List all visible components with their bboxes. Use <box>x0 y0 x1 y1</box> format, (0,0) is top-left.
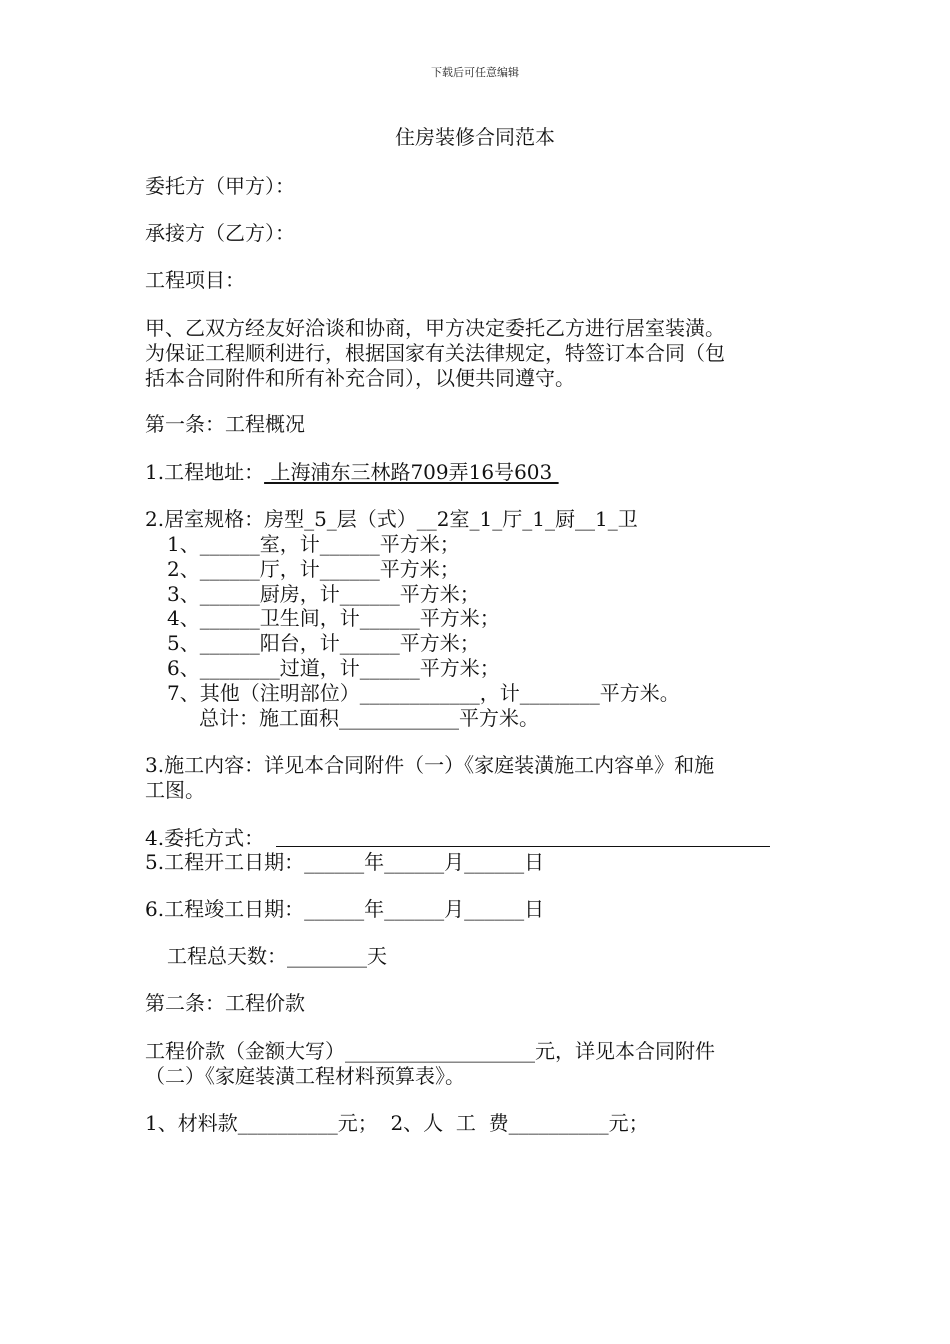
payment-items-line: 1、材料款__________元； 2、人 工 费__________元； <box>145 1111 649 1135</box>
intro-line-2: 为保证工程顺利进行，根据国家有关法律规定，特签订本合同（包 <box>145 341 725 365</box>
contractor-party-line: 承接方（乙方）： <box>145 221 295 245</box>
room-item-4: 4、______卫生间，计______平方米； <box>167 606 500 630</box>
construction-content-line-1: 3.施工内容：详见本合同附件（一）《家庭装潢施工内容单》和施 <box>145 753 715 777</box>
total-area-line: 总计：施工面积____________平方米。 <box>199 706 539 730</box>
address-line <box>145 460 559 484</box>
room-item-2: 2、______厅，计______平方米； <box>167 557 460 581</box>
room-item-6: 6、________过道，计______平方米； <box>167 656 500 680</box>
article1-heading: 第一条：工程概况 <box>145 412 305 436</box>
header-note: 下载后可任意编辑 <box>431 66 519 79</box>
document-title: 住房装修合同范本 <box>395 125 555 149</box>
room-item-1: 1、______室，计______平方米； <box>167 532 460 556</box>
room-item-3: 3、______厨房，计______平方米； <box>167 582 480 606</box>
intro-line-3: 括本合同附件和所有补充合同），以便共同遵守。 <box>145 366 575 390</box>
address-label: 1.工程地址： <box>145 460 265 484</box>
price-line-1: 工程价款（金额大写）___________________元，详见本合同附件 <box>145 1039 715 1063</box>
intro-line-1: 甲、乙双方经友好洽谈和协商，甲方决定委托乙方进行居室装潢。 <box>145 316 725 340</box>
article2-heading: 第二条：工程价款 <box>145 991 305 1015</box>
room-item-5: 5、______阳台，计______平方米； <box>167 631 480 655</box>
start-date-line: 5.工程开工日期：______年______月______日 <box>145 850 545 874</box>
total-days-line: 工程总天数：________天 <box>167 944 387 968</box>
entrust-mode-blank <box>276 846 770 847</box>
client-party-line: 委托方（甲方）： <box>145 174 295 198</box>
construction-content-line-2: 工图。 <box>145 778 205 802</box>
price-line-2: （二）《家庭装潢工程材料预算表》。 <box>145 1064 465 1088</box>
address-value: 上海浦东三林路709弄16号603 <box>264 460 559 484</box>
project-line: 工程项目： <box>145 268 245 292</box>
end-date-line: 6.工程竣工日期：______年______月______日 <box>145 897 545 921</box>
room-item-7: 7、其他（注明部位）____________，计________平方米。 <box>167 681 680 705</box>
room-spec-line: 2.居室规格：房型_5_层（式）__2室_1_厅_1_厨__1_卫 <box>145 507 638 531</box>
entrust-mode-label: 4.委托方式： <box>145 826 265 850</box>
